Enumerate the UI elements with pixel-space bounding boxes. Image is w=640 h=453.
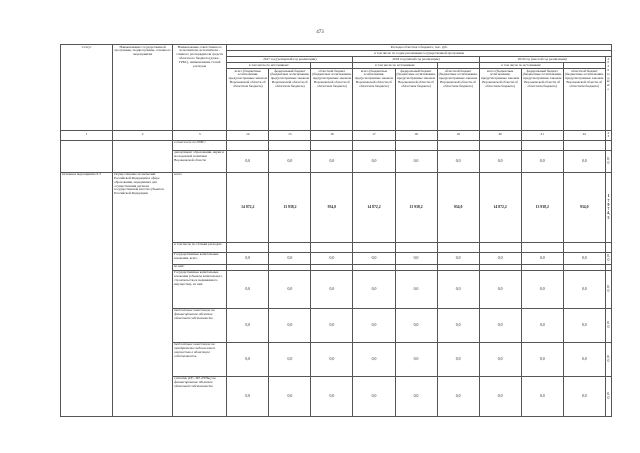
value-cell: 13 938,2 — [521, 172, 563, 242]
value-cell: 0,0 — [395, 150, 437, 172]
value-cell — [395, 242, 437, 252]
value-cell: 934,0 — [311, 172, 353, 242]
value-cell — [521, 140, 563, 150]
value-cell: 0,0 — [227, 376, 269, 416]
table-row — [61, 172, 612, 242]
value-cell: 0,0 — [353, 342, 395, 376]
col-number: 1 — [61, 131, 113, 141]
value-cell — [227, 242, 269, 252]
value-cell: 0,0 — [353, 376, 395, 416]
value-cell — [311, 242, 353, 252]
value-cell: 0,0 — [227, 252, 269, 264]
header-sub-regional-2: областной бюджет (бюджетные ассигнования, предусмотренные законом Воронежской области об областном бюджете) — [437, 69, 479, 131]
value-cell: 0,0 — [521, 270, 563, 308]
value-cell: 0,0 — [479, 270, 521, 308]
table-row — [61, 140, 612, 150]
value-cell: 0,0 — [479, 376, 521, 416]
header-sub-federal-3: федеральный бюджет (бюджетные ассигнования, предусмотренные законом Воронежской области об областном бюджете) — [521, 69, 563, 131]
value-cell: 0,0 — [521, 342, 563, 376]
executor-cell: бюджетные инвестиции на приобретение недвижимого имущества в областную собственность — [173, 342, 227, 376]
col-number: 20 — [479, 131, 521, 141]
value-cell — [269, 140, 311, 150]
value-cell: 0,0 — [227, 342, 269, 376]
value-cell — [605, 242, 611, 252]
value-cell — [563, 242, 605, 252]
column-numbers-row — [61, 131, 612, 141]
col-number: 15 — [269, 131, 311, 141]
value-cell: 0,0 — [563, 342, 605, 376]
col-number: 3 — [173, 131, 227, 141]
value-cell: 0,0 — [353, 252, 395, 264]
col-number: 21 — [521, 131, 563, 141]
value-cell: 0,0 — [311, 270, 353, 308]
value-cell — [395, 140, 437, 150]
value-cell: 0,0 — [605, 150, 611, 172]
header-by-years: в том числе по годам реализации государственной программы — [227, 51, 612, 57]
value-cell: 0,0 — [563, 270, 605, 308]
value-cell — [353, 140, 395, 150]
value-cell: 14 872,2 — [227, 172, 269, 242]
value-cell: 0,0 — [606, 253, 610, 263]
header-name: Наименование государственной программы, подпрограммы, основного мероприятия — [113, 45, 173, 131]
value-cell: 0,0 — [311, 376, 353, 416]
value-cell: 0,0 — [269, 270, 311, 308]
value-cell: 0,0 — [605, 270, 611, 308]
value-cell: 0,0 — [395, 308, 437, 342]
value-cell: 0,0 — [353, 270, 395, 308]
value-cell: 0,0 — [437, 376, 479, 416]
value-cell: 0,0 — [605, 342, 611, 376]
value-cell: 13 938,2 — [269, 172, 311, 242]
status-cell — [61, 140, 113, 172]
value-cell: 0,0 — [395, 376, 437, 416]
header-2020: 2020 год, всего — [605, 57, 611, 131]
header-executor: Наименование ответственного исполнителя, исполнителя - главного распорядителя средств областного бюджета (далее - ГРБС), наименование статей расходов — [173, 45, 227, 131]
header-sub-regional-3: областной бюджет (бюджетные ассигнования, предусмотренные законом Воронежской области об областном бюджете) — [563, 69, 605, 131]
value-cell — [563, 140, 605, 150]
value-cell: 0,0 — [311, 308, 353, 342]
value-cell: 0,0 — [479, 308, 521, 342]
value-cell — [353, 242, 395, 252]
page-number: 473 — [316, 30, 324, 35]
value-cell: 0,0 — [563, 376, 605, 416]
header-year-2: 2018 год (пятый год реализации) — [353, 57, 479, 63]
header-sub-federal-1: федеральный бюджет (бюджетные ассигнования, предусмотренные законом Воронежской области об областном бюджете) — [269, 69, 311, 131]
value-cell: 0,0 — [227, 270, 269, 308]
executor-cell: из них: — [173, 264, 227, 270]
table-body — [61, 140, 612, 416]
value-cell — [311, 140, 353, 150]
value-cell: 0,0 — [521, 150, 563, 172]
executor-cell: в том числе по ГРБС: — [173, 140, 227, 150]
value-cell: 0,0 — [395, 270, 437, 308]
value-cell — [521, 242, 563, 252]
col-number: 18 — [395, 131, 437, 141]
header-year-3: 2019 год (шестой год реализации) — [479, 57, 605, 63]
value-cell: 0,0 — [269, 150, 311, 172]
value-cell: 0,0 — [479, 150, 521, 172]
value-cell: 0,0 — [563, 150, 605, 172]
value-cell: 0,0 — [227, 150, 269, 172]
value-cell — [437, 140, 479, 150]
header-sub-total-2: всего (бюджетные ассигнования, предусмотренные законом Воронежской области об областном бюджете) — [353, 69, 395, 131]
header-expenses: Расходы областного бюджета, тыс. руб. — [227, 45, 612, 51]
col-number: 23 — [605, 131, 611, 141]
name-cell: Осуществление полномочий Российской Федерации в сфере образования, переданных для осуществления органам государственной власти субъектов Российской Федерации — [113, 172, 173, 416]
executor-cell: Государственные капитальные вложения, всего — [173, 252, 227, 264]
value-cell: 0,0 — [311, 342, 353, 376]
executor-cell: всего — [173, 172, 227, 242]
value-cell: 14 872,2 — [353, 172, 395, 242]
col-number: 17 — [353, 131, 395, 141]
value-cell: 0,0 — [437, 252, 479, 264]
value-cell: 0,0 — [269, 342, 311, 376]
value-cell: 0,0 — [479, 252, 521, 264]
executor-cell: в том числе по статьям расходов: — [173, 242, 227, 252]
header-status: Статус — [61, 45, 113, 131]
value-cell: 0,0 — [395, 252, 437, 264]
header-sub-total-1: всего (бюджетные ассигнования, предусмотренные законом Воронежской области об областном бюджете) — [227, 69, 269, 131]
value-cell: 17 974,5 — [605, 172, 611, 242]
value-cell: 0,0 — [437, 270, 479, 308]
value-cell: 0,0 — [563, 252, 605, 264]
table-header — [61, 45, 612, 141]
value-cell — [437, 242, 479, 252]
value-cell: 0,0 — [437, 308, 479, 342]
col-number: 16 — [311, 131, 353, 141]
value-cell: 13 938,2 — [395, 172, 437, 242]
value-cell: 0,0 — [521, 252, 563, 264]
value-cell: 0,0 — [605, 308, 611, 342]
value-cell — [269, 242, 311, 252]
value-cell: 14 872,2 — [479, 172, 521, 242]
value-cell: 0,0 — [437, 150, 479, 172]
header-year-1: 2017 год (четвертый год реализации) — [227, 57, 353, 63]
sources-label: в том числе по источникам: — [375, 62, 415, 67]
value-cell: 0,0 — [605, 376, 611, 416]
name-cell — [113, 140, 173, 172]
header-sub-total-3: всего (бюджетные ассигнования, предусмотренные законом Воронежской области об областном бюджете) — [479, 69, 521, 131]
value-cell: 0,0 — [479, 342, 521, 376]
value-cell: 0,0 — [353, 150, 395, 172]
executor-cell: Государственные капитальные вложения (объекты капитального строительства и недвижимого имущества), из них: — [173, 270, 227, 308]
value-cell: 0,0 — [269, 376, 311, 416]
value-cell: 0,0 — [521, 308, 563, 342]
value-cell: 0,0 — [227, 308, 269, 342]
value-cell — [227, 140, 269, 150]
sources-label: в том числе по источникам: — [248, 62, 289, 67]
budget-table — [60, 44, 612, 417]
value-cell — [605, 140, 611, 150]
executor-cell: департамент образования, науки и молодежной политики Воронежской области — [173, 150, 227, 172]
col-number: 14 — [227, 131, 269, 141]
value-cell: 0,0 — [311, 252, 353, 264]
sources-label: в том числе по источникам: — [501, 62, 542, 67]
value-cell — [479, 242, 521, 252]
value-cell: 0,0 — [437, 342, 479, 376]
col-number: 2 — [113, 131, 173, 141]
value-cell: 0,0 — [395, 342, 437, 376]
value-cell: 0,0 — [269, 252, 311, 264]
status-cell: Основное мероприятие 6.3 — [61, 172, 113, 416]
value-cell: 934,0 — [437, 172, 479, 242]
col-number: 22 — [563, 131, 605, 141]
executor-cell: субсидии (ПС, ИТ, РУПы) на финансирование объектов областной собственности — [173, 376, 227, 416]
header-sub-federal-2: федеральный бюджет (бюджетные ассигнования, предусмотренные законом Воронежской области об областном бюджете) — [395, 69, 437, 131]
value-cell — [479, 140, 521, 150]
col-number: 19 — [437, 131, 479, 141]
value-cell: 0,0 — [269, 308, 311, 342]
header-sub-regional-1: областной бюджет (бюджетные ассигнования, предусмотренные законом Воронежской области об областном бюджете) — [311, 69, 353, 131]
value-cell: 0,0 — [311, 150, 353, 172]
executor-cell: бюджетные инвестиции на финансирование объектов областной собственности — [173, 308, 227, 342]
value-cell: 0,0 — [563, 308, 605, 342]
value-cell: 0,0 — [353, 308, 395, 342]
value-cell: 0,0 — [521, 376, 563, 416]
value-cell: 934,0 — [563, 172, 605, 242]
